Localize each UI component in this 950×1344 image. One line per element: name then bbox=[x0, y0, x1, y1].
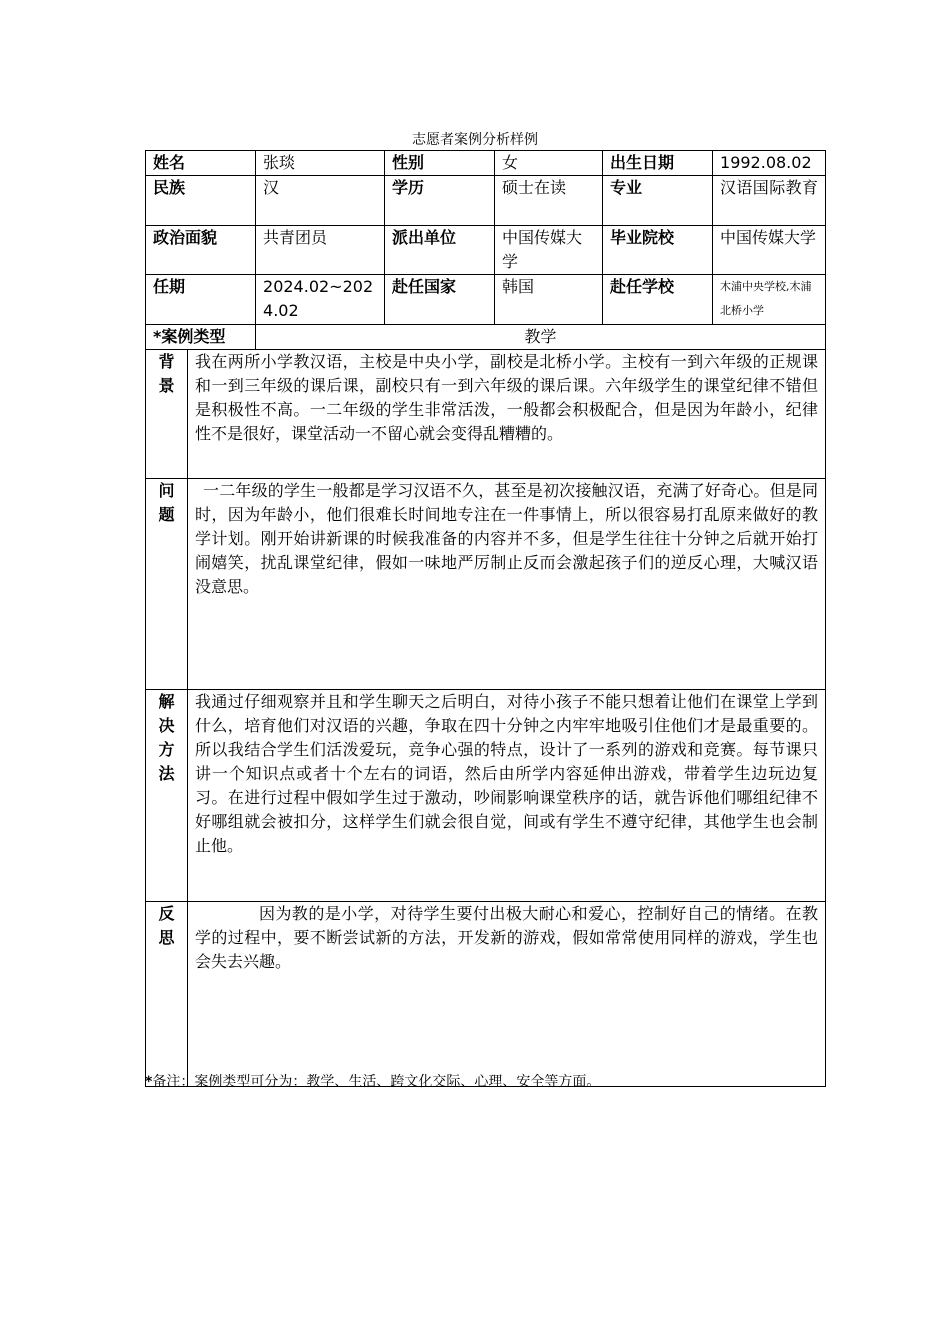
dispatch-value: 中国传媒大学 bbox=[495, 226, 603, 275]
political-value: 共青团员 bbox=[256, 226, 385, 275]
major-value: 汉语国际教育 bbox=[713, 176, 826, 226]
graduate-label: 毕业院校 bbox=[603, 226, 713, 275]
case-type-label: *案例类型 bbox=[146, 325, 256, 350]
row-ethnicity bbox=[146, 176, 826, 226]
row-solution bbox=[146, 690, 826, 902]
country-value: 韩国 bbox=[495, 275, 603, 325]
term-value: 2024.02~2024.02 bbox=[256, 275, 385, 325]
row-problem bbox=[146, 479, 826, 690]
birth-value: 1992.08.02 bbox=[713, 151, 826, 176]
gender-label: 性别 bbox=[385, 151, 495, 176]
row-political bbox=[146, 226, 826, 275]
graduate-value: 中国传媒大学 bbox=[713, 226, 826, 275]
school-value: 木浦中央学校,木浦北桥小学 bbox=[713, 275, 826, 325]
case-type-value: 教学 bbox=[256, 325, 826, 350]
row-case-type bbox=[146, 325, 826, 350]
term-label: 任期 bbox=[146, 275, 256, 325]
gender-value: 女 bbox=[495, 151, 603, 176]
background-label: 背 景 bbox=[146, 350, 188, 479]
footnote bbox=[145, 1071, 600, 1091]
problem-text: 一二年级的学生一般都是学习汉语不久，甚至是初次接触汉语，充满了好奇心。但是同时，因为年龄小，他们很难长时间地专注在一件事情上，所以很容易打乱原来做好的教学计划。刚开始讲新课的时候我准备的内容并不多，但是学生往往十分钟之后就开始打闹嬉笑，扰乱课堂纪律，假如一味地严厉制止反而会激起孩子们的逆反心理，大喊汉语没意思。 bbox=[188, 479, 826, 690]
birth-label: 出生日期 bbox=[603, 151, 713, 176]
row-term bbox=[146, 275, 826, 325]
reflection-text: 因为教的是小学，对待学生要付出极大耐心和爱心，控制好自己的情绪。在教学的过程中，要不断尝试新的方法，开发新的游戏，假如常常使用同样的游戏，学生也会失去兴趣。 bbox=[188, 902, 826, 1087]
footnote-text: 备注：案例类型可分为：教学、生活、跨文化交际、心理、安全等方面。 bbox=[152, 1074, 601, 1090]
education-label: 学历 bbox=[385, 176, 495, 226]
problem-label: 问 题 bbox=[146, 479, 188, 690]
country-label: 赴任国家 bbox=[385, 275, 495, 325]
solution-label: 解 决 方 法 bbox=[146, 690, 188, 902]
political-label: 政治面貌 bbox=[146, 226, 256, 275]
ethnicity-label: 民族 bbox=[146, 176, 256, 226]
reflection-label: 反 思 bbox=[146, 902, 188, 1087]
row-reflection bbox=[146, 902, 826, 1087]
case-form-table bbox=[145, 150, 826, 1087]
dispatch-label: 派出单位 bbox=[385, 226, 495, 275]
education-value: 硕士在读 bbox=[495, 176, 603, 226]
school-label: 赴任学校 bbox=[603, 275, 713, 325]
background-text: 我在两所小学教汉语，主校是中央小学，副校是北桥小学。主校有一到六年级的正规课和一到三年级的课后课，副校只有一到六年级的课后课。六年级学生的课堂纪律不错但是积极性不高。一二年级的学生非常活泼，一般都会积极配合，但是因为年龄小，纪律性不是很好，课堂活动一不留心就会变得乱糟糟的。 bbox=[188, 350, 826, 479]
row-background bbox=[146, 350, 826, 479]
ethnicity-value: 汉 bbox=[256, 176, 385, 226]
name-label: 姓名 bbox=[146, 151, 256, 176]
name-value: 张琰 bbox=[256, 151, 385, 176]
row-name bbox=[146, 151, 826, 176]
major-label: 专业 bbox=[603, 176, 713, 226]
footnote-star: * bbox=[145, 1074, 153, 1090]
solution-text: 我通过仔细观察并且和学生聊天之后明白，对待小孩子不能只想着让他们在课堂上学到什么，培育他们对汉语的兴趣，争取在四十分钟之内牢牢地吸引住他们才是最重要的。所以我结合学生们活泼爱玩，竞争心强的特点，设计了一系列的游戏和竞赛。每节课只讲一个知识点或者十个左右的词语，然后由所学内容延伸出游戏，带着学生边玩边复习。在进行过程中假如学生过于激动，吵闹影响课堂秩序的话，就告诉他们哪组纪律不好哪组就会被扣分，这样学生们就会很自觉，间或有学生不遵守纪律，其他学生也会制止他。 bbox=[188, 690, 826, 902]
document-title: 志愿者案例分析样例 bbox=[412, 132, 538, 148]
